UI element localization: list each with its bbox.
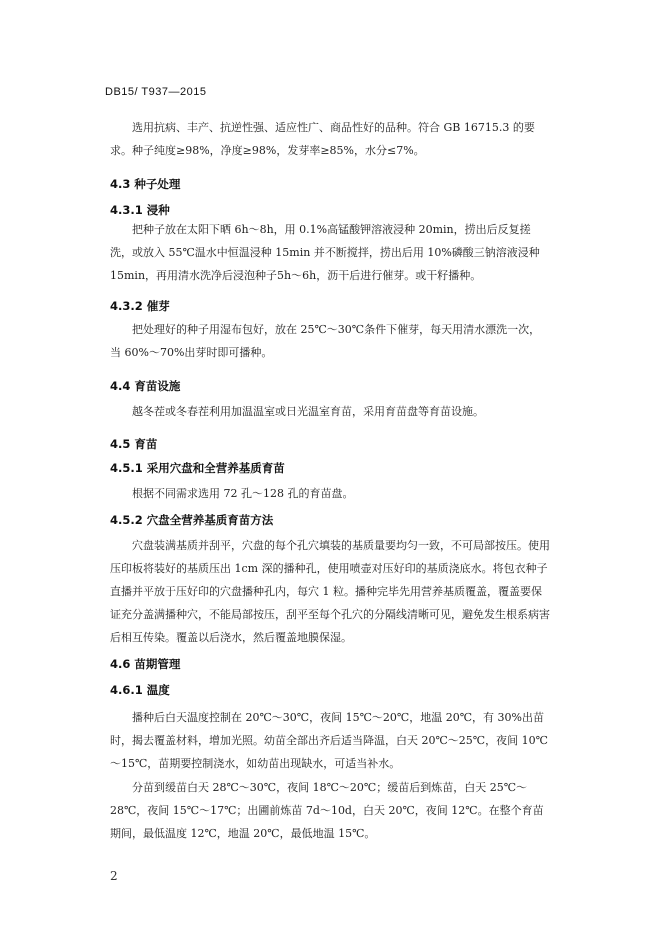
paragraph-germination: 把处理好的种子用湿布包好，放在 25℃～30℃条件下催芽，每天用清水漂洗一次，当 60%～70%出芽时即可播种。 (110, 323, 541, 359)
heading-title: 采用穴盘和全营养基质育苗 (146, 461, 285, 475)
heading-4-5-2 (110, 512, 273, 528)
heading-number: 4.5.2 (110, 513, 143, 527)
heading-4-5 (110, 436, 157, 452)
heading-number: 4.3.2 (110, 299, 143, 313)
paragraph-soak: 把种子放在太阳下晒 6h～8h，用 0.1%高锰酸钾溶液浸种 20min，捞出后反复搓洗，或放入 55℃温水中恒温浸种 15min 并不断搅拌，捞出后用 10%磷酸三钠溶液浸种 15min，再用清水洗净后浸泡种子5h～6h，沥干后进行催芽。或干籽播种。 (110, 223, 540, 282)
heading-number: 4.3 (110, 177, 131, 191)
heading-4-6-1 (110, 682, 170, 698)
heading-title: 催芽 (146, 299, 170, 313)
heading-title: 种子处理 (134, 177, 181, 191)
paragraph-method: 穴盘装满基质并刮平，穴盘的每个孔穴填装的基质量要均匀一致，不可局部按压。使用压印板将装好的基质压出 1cm 深的播种孔，使用喷壶对压好印的基质浇底水。将包衣种子直播并平放于压好印的穴盘播种孔内，每穴 1 粒。播种完毕先用营养基质覆盖，覆盖要保证充分盖满播种穴，不能局部按压，刮平至每个孔穴的分隔线清晰可见，避免发生根系病害后相互传染。覆盖以后浇水，然后覆盖地膜保湿。 (110, 539, 550, 644)
heading-title: 育苗 (134, 437, 158, 451)
heading-number: 4.4 (110, 379, 131, 393)
doc-id-header: DB15/ T937—2015 (105, 86, 207, 98)
heading-number: 4.3.1 (110, 203, 143, 217)
paragraph-temperature-1: 播种后白天温度控制在 20℃～30℃，夜间 15℃～20℃，地温 20℃，有 30%出苗时，揭去覆盖材料，增加光照。幼苗全部出齐后适当降温，白天 20℃～25℃，夜间 10℃～15℃，苗期要控制浇水，如幼苗出现缺水，可适当补水。 (110, 711, 548, 770)
heading-4-5-1 (110, 460, 285, 476)
paragraph-facility: 越冬茬或冬春茬利用加温温室或日光温室育苗，采用育苗盘等育苗设施。 (132, 405, 484, 418)
heading-title: 温度 (146, 683, 170, 697)
heading-4-3 (110, 176, 180, 192)
heading-4-3-2 (110, 298, 170, 314)
heading-number: 4.5 (110, 437, 131, 451)
heading-title: 浸种 (146, 203, 170, 217)
paragraph-variety: 选用抗病、丰产、抗逆性强、适应性广、商品性好的品种。符合 GB 16715.3 的要求。种子纯度≥98%，净度≥98%，发芽率≥85%，水分≤7%。 (110, 121, 535, 157)
paragraph-temperature-2: 分苗到缓苗白天 28℃～30℃，夜间 18℃～20℃；缓苗后到炼苗，白天 25℃～28℃，夜间 15℃～17℃；出圃前炼苗 7d～10d，白天 20℃，夜间 12℃。在整个育苗期间，最低温度 12℃，地温 20℃，最低地温 15℃。 (110, 781, 544, 840)
heading-number: 4.6.1 (110, 683, 143, 697)
heading-title: 育苗设施 (134, 379, 181, 393)
heading-4-3-1 (110, 202, 170, 218)
heading-number: 4.5.1 (110, 461, 143, 475)
heading-title: 苗期管理 (134, 657, 181, 671)
heading-4-4 (110, 378, 180, 394)
heading-title: 穴盘全营养基质育苗方法 (146, 513, 274, 527)
page-number: 2 (110, 869, 118, 883)
heading-4-6 (110, 656, 180, 672)
heading-number: 4.6 (110, 657, 131, 671)
paragraph-tray: 根据不同需求选用 72 孔～128 孔的育苗盘。 (132, 487, 354, 500)
